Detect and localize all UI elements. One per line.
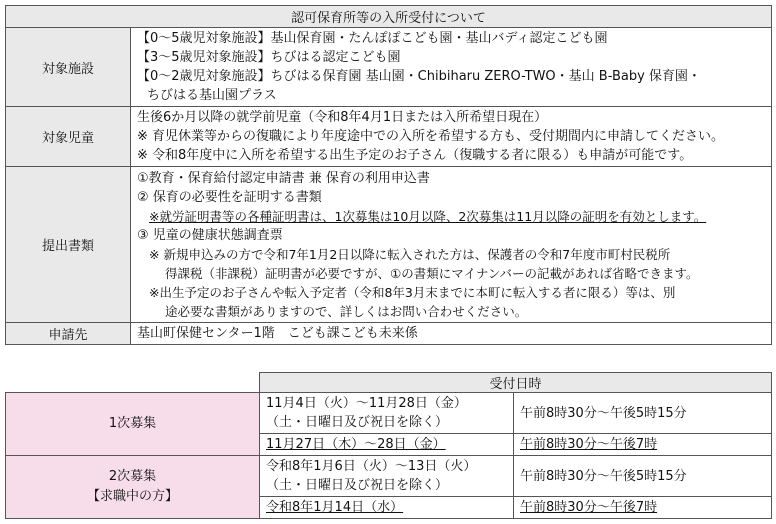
document-item: ③ 児童の健康状態調査票 — [137, 227, 283, 243]
children-note: ※ 育児休業等からの復職により年度途中での入所を希望する方も、受付期間内に申請してください。 — [137, 129, 725, 144]
round2-period — [260, 456, 514, 497]
document-note: 途必要な書類がありますので、詳しくはお問い合わせください。 — [165, 303, 528, 319]
round1-extended-dates: 11月27日（木）～28日（金） — [260, 434, 514, 456]
round2-date-range: 令和8年1月6日（火）～13日（火） — [266, 459, 477, 474]
facilities-label: 対象施設 — [6, 28, 131, 107]
round2-label-cell — [6, 456, 260, 519]
table-title: 認可保育所等の入所受付について — [6, 6, 772, 28]
round2-date-note: （土・日曜日及び祝日を除く） — [266, 478, 449, 493]
header-spacer — [6, 373, 260, 393]
applicant-label: 申請先 — [6, 323, 131, 345]
round2-sublabel: 【求職中の方】 — [86, 489, 178, 504]
round1-date-range: 11月4日（火）～11月28日（金） — [266, 396, 467, 411]
schedule-header: 受付日時 — [260, 373, 772, 393]
round1-label: 1次募集 — [6, 393, 260, 456]
document-note: ※出生予定のお子さんや転入予定者（令和8年3月末までに本町に転入する者に限る）等は、別 — [149, 284, 676, 300]
document-note: ※就労証明書等の各種証明書は、1次募集は10月以降、2次募集は11月以降の証明を有効とします。 — [149, 208, 707, 224]
facility-line: 【0～5歳児対象施設】基山保育園・たんぽぽこども園・基山バディ認定こども園 — [137, 31, 608, 46]
facility-line: 【0～2歳児対象施設】ちびはる保育園 基山園・Chibiharu ZERO-TWO・基山 B-Baby 保育園・ — [137, 69, 701, 84]
document-item: ② 保育の必要性を証明する書類 — [137, 189, 322, 205]
schedule-table — [5, 372, 772, 519]
document-note: ※ 新規申込みの方で令和7年1月2日以降に転入された方は、保護者の令和7年度市町村民税所 — [149, 246, 671, 262]
round1-hours: 午前8時30分～午後5時15分 — [514, 393, 772, 434]
children-line: 生後6か月以降の就学前児童（令和8年4月1日または入所希望日現在） — [137, 110, 548, 125]
admission-info-table — [5, 5, 772, 345]
children-label: 対象児童 — [6, 107, 131, 167]
children-note: ※ 令和8年度中に入所を希望する出生予定のお子さん（復職する者に限る）も申請が可能です。 — [137, 148, 693, 163]
round2-hours: 午前8時30分～午後5時15分 — [514, 456, 772, 497]
document-item: ①教育・保育給付認定申請書 兼 保育の利用申込書 — [137, 170, 430, 186]
facilities-value — [131, 28, 772, 107]
documents-label: 提出書類 — [6, 167, 131, 323]
round2-extended-dates: 令和8年1月14日（水） — [260, 497, 514, 519]
round2-extended-hours: 午前8時30分～午後7時 — [514, 497, 772, 519]
facility-line: 【3～5歳児対象施設】ちびはる認定こども園 — [137, 50, 401, 65]
round2-label: 2次募集 — [108, 469, 157, 484]
round1-date-note: （土・日曜日及び祝日を除く） — [266, 415, 449, 430]
round1-period — [260, 393, 514, 434]
document-note: 得課税（非課税）証明書が必要ですが、①の書類にマイナンバーの記載があれば省略できます。 — [165, 265, 699, 281]
documents-value — [131, 167, 772, 323]
round1-extended-hours: 午前8時30分～午後7時 — [514, 434, 772, 456]
applicant-value: 基山町保健センター1階 こども課こども未来係 — [131, 323, 772, 345]
children-value — [131, 107, 772, 167]
facility-line: ちびはる基山園プラス — [147, 88, 277, 103]
